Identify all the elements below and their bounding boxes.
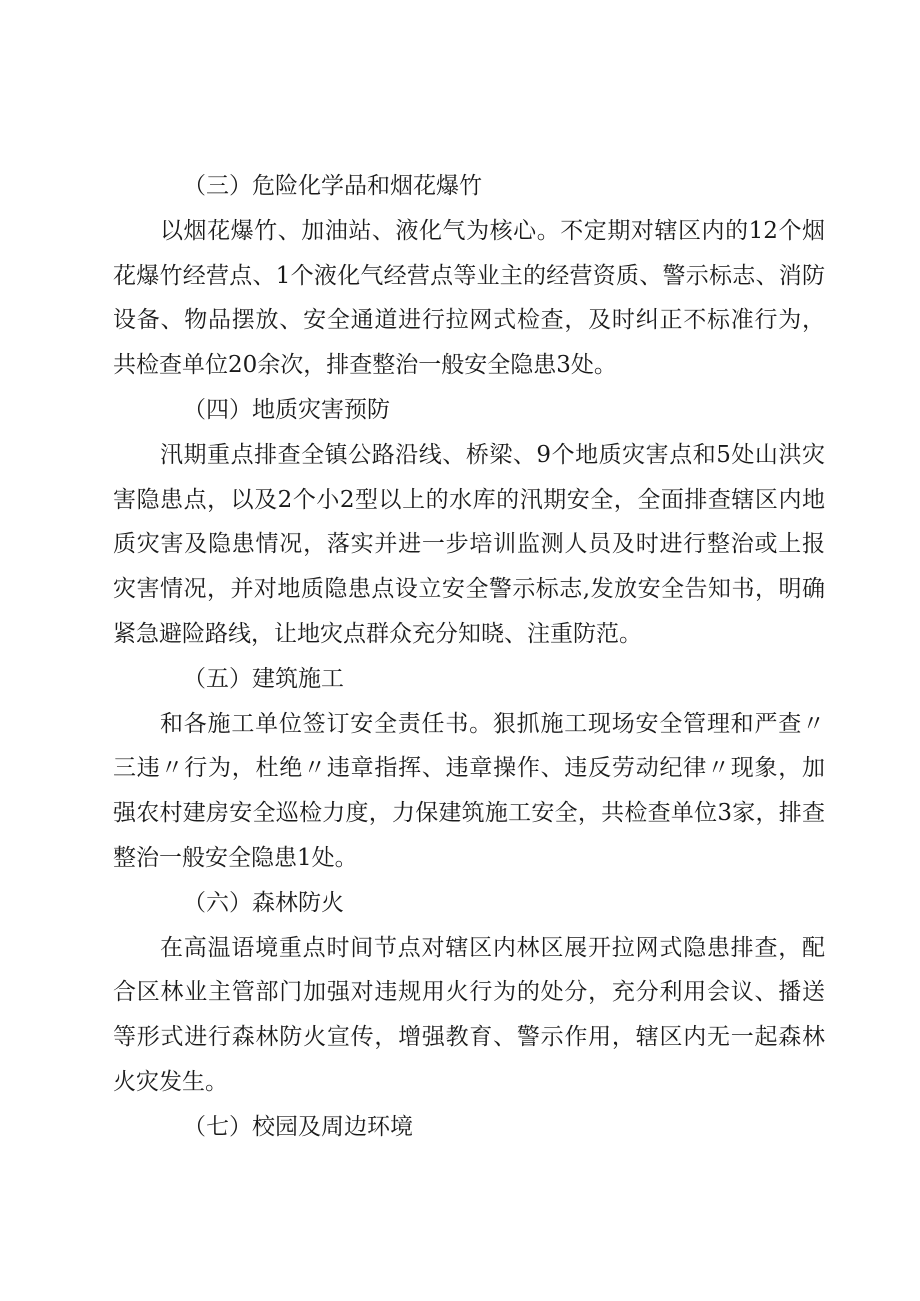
document-body	[113, 164, 825, 1150]
section-paragraph-4: 汛期重点排查全镇公路沿线、桥梁、9个地质灾害点和5处山洪灾害隐患点，以及2个小2型以上的水库的汛期安全，全面排查辖区内地质灾害及隐患情况，落实并进一步培训监测人员及时进行整治或上报灾害情况，并对地质隐患点设立安全警示标志,发放安全告知书，明确紧急避险路线，让地灾点群众充分知晓、注重防范。	[113, 441, 825, 647]
section-heading-5: （五）建筑施工	[183, 665, 344, 692]
section-paragraph-6: 在高温语境重点时间节点对辖区内林区展开拉网式隐患排查，配合区林业主管部门加强对违规用火行为的处分，充分利用会议、播送等形式进行森林防火宣传，增强教育、警示作用，辖区内无一起森林火灾发生。	[113, 934, 825, 1095]
section-paragraph-3: 以烟花爆竹、加油站、液化气为核心。不定期对辖区内的12个烟花爆竹经营点、1个液化气经营点等业主的经营资质、警示标志、消防设备、物品摆放、安全通道进行拉网式检查，及时纠正不标准行为，共检查单位20余次，排查整治一般安全隐患3处。	[113, 217, 825, 379]
section-heading-4: （四）地质灾害预防	[183, 396, 390, 423]
section-heading-6: （六）森林防火	[183, 889, 344, 916]
section-heading-7: （七）校园及周边环境	[183, 1113, 413, 1140]
section-paragraph-5: 和各施工单位签订安全责任书。狠抓施工现场安全管理和严查〃三违〃行为，杜绝〃违章指挥、违章操作、违反劳动纪律〃现象，加强农村建房安全巡检力度，力保建筑施工安全，共检查单位3家，排查整治一般安全隐患1处。	[113, 710, 825, 871]
section-heading-3: （三）危险化学品和烟花爆竹	[183, 173, 482, 199]
